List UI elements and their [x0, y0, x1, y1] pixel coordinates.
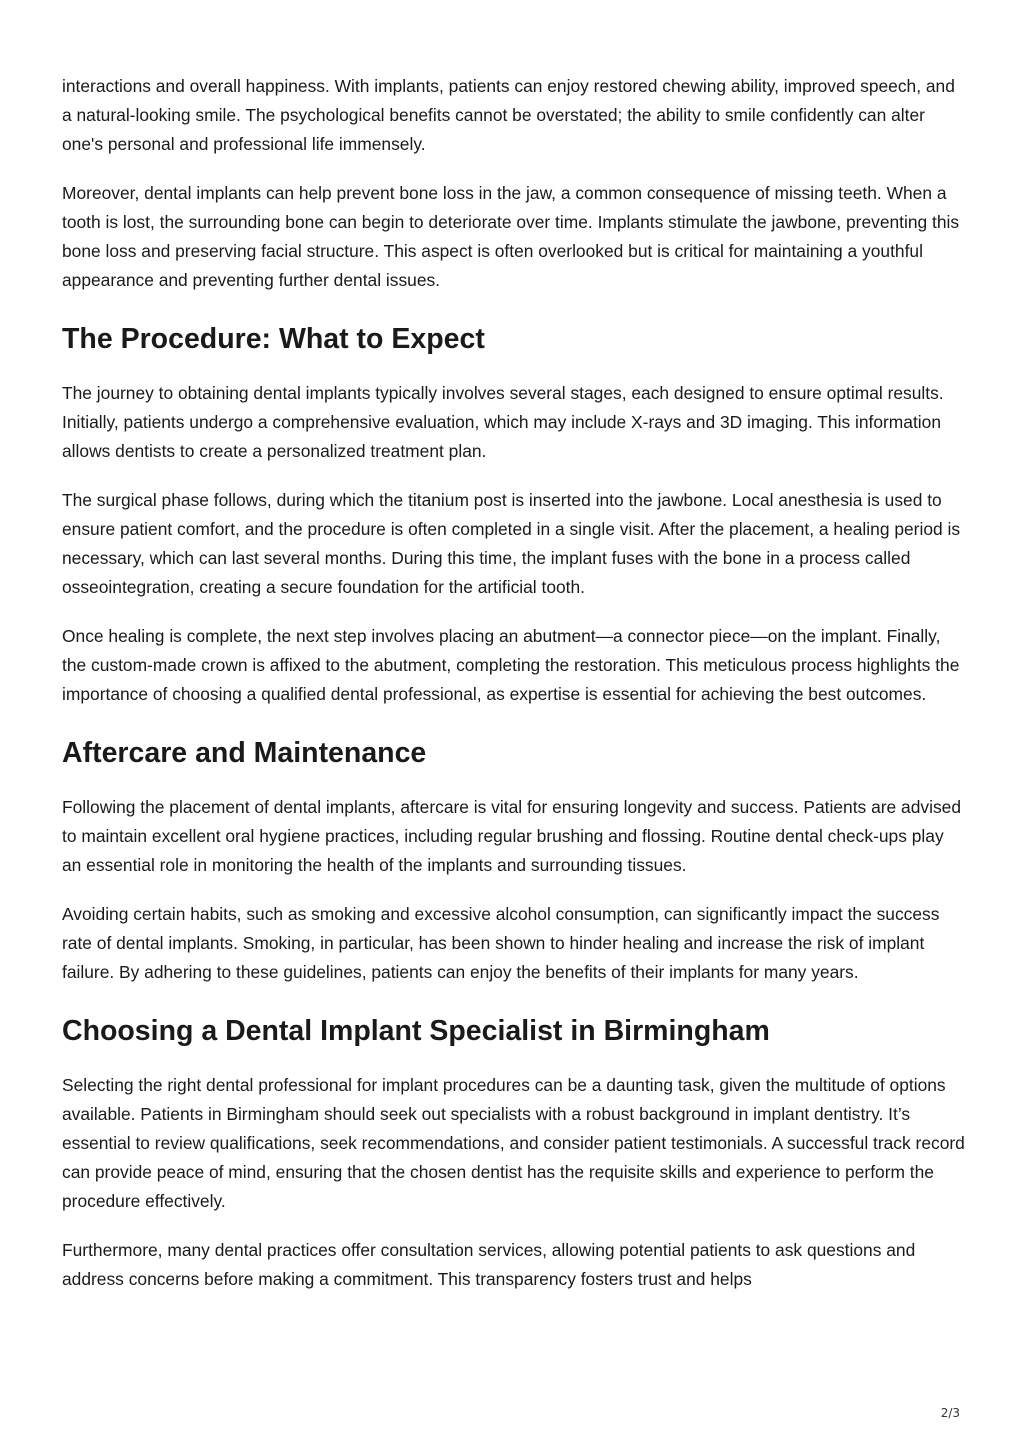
- page-number: 2/3: [940, 1406, 960, 1420]
- paragraph-intro-continued: interactions and overall happiness. With implants, patients can enjoy restored chewing ability, improved speech, and a natural-looking smile. The psychological benefits cannot be overstated; the ability to smile confidently can alter one's personal and professional life immensely.: [62, 76, 955, 154]
- paragraph-bone-loss: Moreover, dental implants can help prevent bone loss in the jaw, a common consequence of missing teeth. When a tooth is lost, the surrounding bone can begin to deteriorate over time. Implants stimulate the jawbone, preventing this bone loss and preserving facial structure. This aspect is often overlooked but is critical for maintaining a youthful appearance and preventing further dental issues.: [62, 183, 960, 290]
- paragraph-procedure-stages: The journey to obtaining dental implants typically involves several stages, each designed to ensure optimal results. Initially, patients undergo a comprehensive evaluation, which may include X-rays and 3D imaging. This information allows dentists to create a personalized treatment plan.: [62, 383, 944, 461]
- paragraph-habits: Avoiding certain habits, such as smoking and excessive alcohol consumption, can significantly impact the success rate of dental implants. Smoking, in particular, has been shown to hinder healing and increase the risk of implant failure. By adhering to these guidelines, patients can enjoy the benefits of their implants for many years.: [62, 904, 940, 982]
- paragraph-surgical-phase: The surgical phase follows, during which the titanium post is inserted into the jawbone. Local anesthesia is used to ensure patient comfort, and the procedure is often completed in a single visit. After the placement, a healing period is necessary, which can last several months. During this time, the implant fuses with the bone in a process called osseointegration, creating a secure foundation for the artificial tooth.: [62, 490, 961, 597]
- paragraph-aftercare: Following the placement of dental implants, aftercare is vital for ensuring longevity and success. Patients are advised to maintain excellent oral hygiene practices, including regular brushing and flossing. Routine dental check-ups play an essential role in monitoring the health of the implants and surrounding tissues.: [62, 797, 961, 875]
- paragraph-consultation: Furthermore, many dental practices offer consultation services, allowing potential patients to ask questions and address concerns before making a commitment. This transparency fosters trust and helps: [62, 1240, 916, 1289]
- heading-procedure: The Procedure: What to Expect: [62, 323, 485, 355]
- paragraph-abutment: Once healing is complete, the next step involves placing an abutment—a connector piece—on the implant. Finally, the custom-made crown is affixed to the abutment, completing the restoration. This meticulous process highlights the importance of choosing a qualified dental professional, as expertise is essential for achieving the best outcomes.: [62, 626, 960, 704]
- heading-choosing-specialist: Choosing a Dental Implant Specialist in Birmingham: [62, 1015, 770, 1047]
- document-body: [62, 72, 967, 1314]
- paragraph-selecting-professional: Selecting the right dental professional for implant procedures can be a daunting task, given the multitude of options available. Patients in Birmingham should seek out specialists with a robust background in implant dentistry. It’s essential to review qualifications, seek recommendations, and consider patient testimonials. A successful track record can provide peace of mind, ensuring that the chosen dentist has the requisite skills and experience to perform the procedure effectively.: [62, 1075, 965, 1211]
- heading-aftercare: Aftercare and Maintenance: [62, 737, 427, 769]
